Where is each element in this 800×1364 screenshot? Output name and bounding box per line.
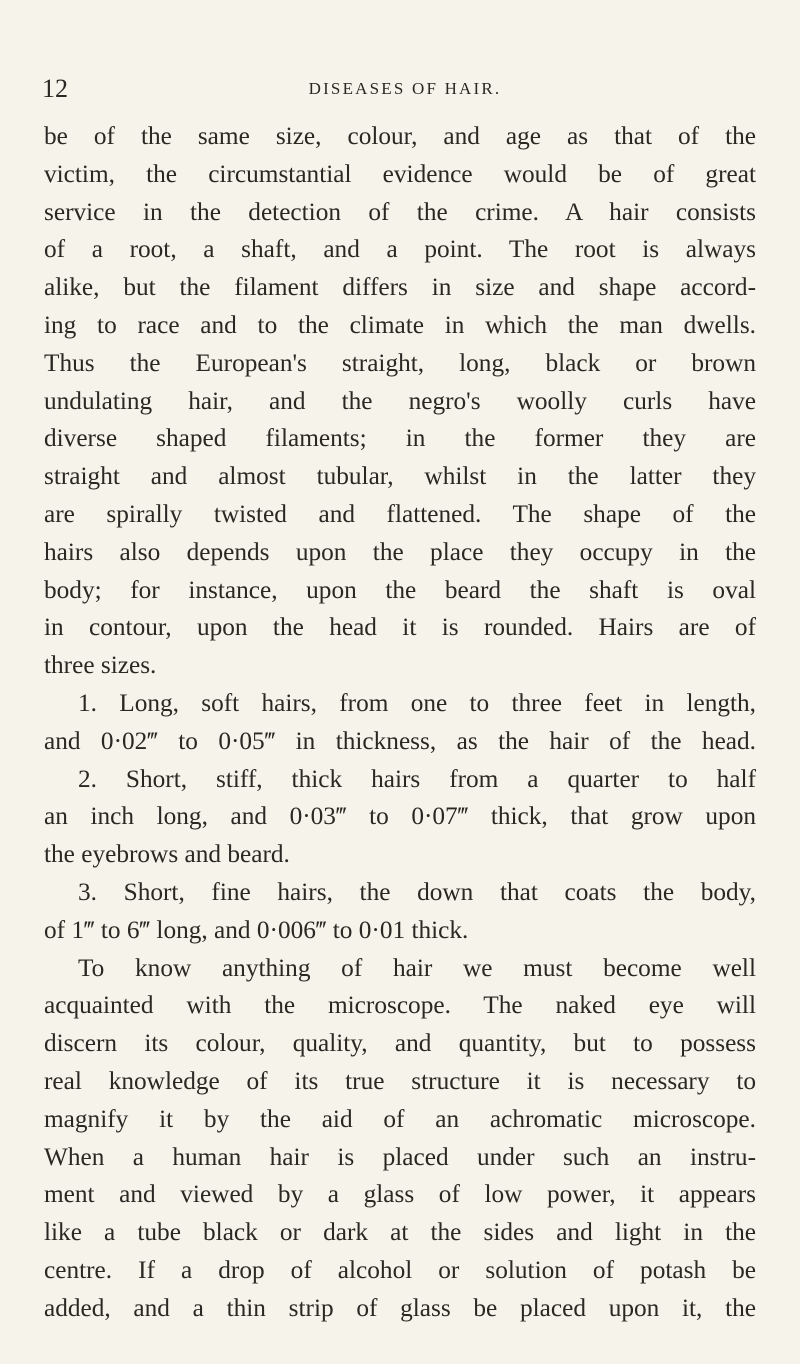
text-line: straight and almost tubular, whilst in the latter they [44,462,756,491]
text-line: To know anything of hair we must become well [78,953,756,982]
text-line: be of the same size, colour, and age as that of the [44,122,756,150]
body-text [44,118,756,1328]
text-line: are spirally twisted and flattened. The shape of the [44,499,756,528]
text-line: of 1‴ to 6‴ long, and 0·006‴ to 0·01 thick. [44,915,469,944]
text-line: 2. Short, stiff, thick hairs from a quarter to half [78,764,756,793]
text-line: diverse shaped filaments; in the former they are [44,424,756,453]
text-line: ment and viewed by a glass of low power, it appears [44,1180,756,1209]
text-line: 1. Long, soft hairs, from one to three feet in length, [78,688,756,717]
text-line: in contour, upon the head it is rounded. Hairs are of [44,613,756,642]
text-line: undulating hair, and the negro's woolly curls have [44,386,756,415]
text-line: added, and a thin strip of glass be placed upon it, the [44,1293,756,1322]
running-head: DISEASES OF HAIR. [308,79,502,98]
text-line: three sizes. [44,651,157,680]
text-line: an inch long, and 0·03‴ to 0·07‴ thick, that grow upon [44,802,756,831]
text-line: hairs also depends upon the place they occupy in the [44,537,756,566]
text-line: real knowledge of its true structure it is necessary to [44,1066,756,1095]
text-line: like a tube black or dark at the sides and light in the [44,1218,756,1247]
text-line: and 0·02‴ to 0·05‴ in thickness, as the hair of the head. [44,726,756,755]
text-line: discern its colour, quality, and quantity, but to possess [44,1029,756,1058]
text-line: of a root, a shaft, and a point. The root is always [44,235,756,264]
page-number: 12 [42,74,68,103]
text-line: victim, the circumstantial evidence would be of great [44,159,756,188]
text-line: alike, but the filament differs in size and shape accord- [44,273,756,302]
text-line: the eyebrows and beard. [44,840,290,869]
text-line: When a human hair is placed under such an instru- [44,1142,756,1171]
text-line: body; for instance, upon the beard the shaft is oval [44,575,756,604]
text-line: centre. If a drop of alcohol or solution of potash be [44,1255,756,1284]
text-line: Thus the European's straight, long, black or brown [44,348,756,377]
text-line: magnify it by the aid of an achromatic microscope. [44,1104,756,1133]
text-line: ing to race and to the climate in which the man dwells. [44,310,756,339]
text-line: service in the detection of the crime. A hair consists [44,197,756,226]
text-line: 3. Short, fine hairs, the down that coats the body, [78,877,756,906]
text-line: acquainted with the microscope. The naked eye will [44,991,756,1020]
